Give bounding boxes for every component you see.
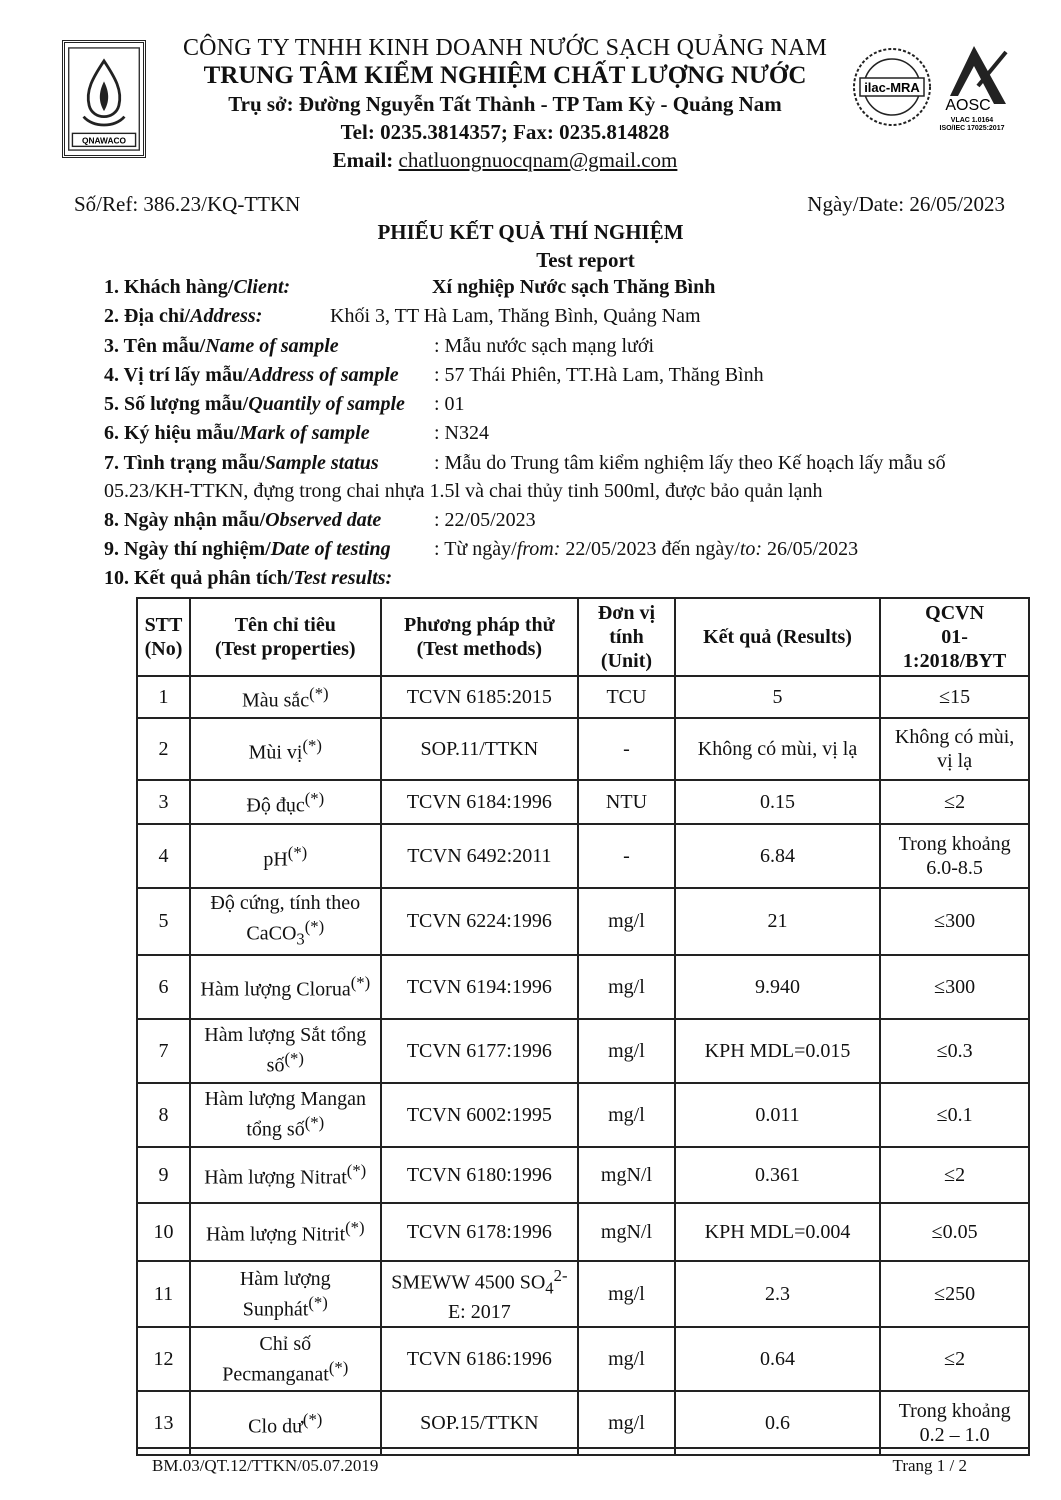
table-cell: Hàm lượng Mangan tổng số(*) [190,1083,381,1147]
table-cell: Độ đục(*) [190,780,381,824]
table-cell: ≤2 [880,1147,1029,1203]
table-cell: Trong khoảng 6.0-8.5 [880,824,1029,888]
page-number: Trang 1 / 2 [892,1456,967,1475]
table-cell: SMEWW 4500 $SO_4^{2-}$ E: 2017 [381,1261,579,1328]
center-name: TRUNG TÂM KIỂM NGHIỆM CHẤT LƯỢNG NƯỚC [203,62,807,89]
table-cell: TCU [578,676,675,718]
header-unit: Đơn vị tính (Unit) [578,598,675,676]
table-cell: KPH MDL=0.004 [675,1203,880,1261]
table-cell: mg/l [578,955,675,1019]
results-table [136,597,1030,1456]
table-cell: mgN/l [578,1147,675,1203]
company-logo [62,40,146,158]
table-row [137,955,1029,1019]
company-name: CÔNG TY TNHH KINH DOANH NƯỚC SẠCH QUẢNG NAM [182,35,828,61]
report-title: PHIẾU KẾT QUẢ THÍ NGHIỆM [377,220,684,244]
testing-date-value: : Từ ngày/from: 22/05/2023 đến ngày/to: 26/05/2023 [434,538,859,560]
sample-mark-value: : N324 [434,422,489,444]
aosc-logo-sub2: ISO/IEC 17025:2017 [939,125,1005,132]
table-cell: ≤300 [880,888,1029,955]
table-cell: mg/l [578,1391,675,1455]
table-cell: mg/l [578,1261,675,1328]
info-sample-location: 4. Vị trí lấy mẫu/Address of sample : 57 Thái Phiên, TT.Hà Lam, Thăng Bình [104,364,764,386]
table-cell: SOP.11/TTKN [381,718,579,780]
table-cell: SOP.15/TTKN [381,1391,579,1455]
table-cell: - [578,824,675,888]
table-cell: ≤15 [880,676,1029,718]
table-row [137,780,1029,824]
table-cell: ≤0.1 [880,1083,1029,1147]
table-cell: ≤300 [880,955,1029,1019]
letterhead [160,34,850,174]
header-properties: Tên chỉ tiêu (Test properties) [190,598,381,676]
table-cell: 12 [137,1327,190,1391]
table-cell: TCVN 6180:1996 [381,1147,579,1203]
table-cell: TCVN 6492:2011 [381,824,579,888]
info-received-date: 8. Ngày nhận mẫu/Observed date : 22/05/2023 [104,509,536,531]
table-row [137,888,1029,955]
header-stt: STT (No) [137,598,190,676]
table-cell: 6 [137,955,190,1019]
table-row [137,1019,1029,1083]
table-cell: ≤250 [880,1261,1029,1328]
table-cell: 0.64 [675,1327,880,1391]
table-cell: mg/l [578,1083,675,1147]
info-sample-mark: 6. Ký hiệu mẫu/Mark of sample : N324 [104,422,489,444]
table-cell: 7 [137,1019,190,1083]
email-label: Email: [332,148,394,172]
phone-fax: Tel: 0235.3814357; Fax: 0235.814828 [340,120,670,144]
aosc-logo-sub1: VLAC 1.0164 [950,117,994,124]
report-subtitle: Test report [536,248,635,272]
table-cell: TCVN 6177:1996 [381,1019,579,1083]
logo-text: QNAWACO [81,135,127,146]
table-cell: TCVN 6185:2015 [381,676,579,718]
table-cell: TCVN 6186:1996 [381,1327,579,1391]
table-cell: ≤0.05 [880,1203,1029,1261]
table-cell: Clo dư(*) [190,1391,381,1455]
sample-name-value: : Mẫu nước sạch mạng lưới [434,335,655,357]
info-address: 2. Địa chỉ/Address: Khối 3, TT Hà Lam, Thăng Bình, Quảng Nam [104,305,701,327]
table-cell: 2 [137,718,190,780]
table-cell: Hàm lượng Nitrit(*) [190,1203,381,1261]
info-results: 10. Kết quả phân tích/Test results: [104,567,393,589]
aosc-logo-text: AOSC [945,97,991,114]
table-cell: TCVN 6178:1996 [381,1203,579,1261]
table-cell: NTU [578,780,675,824]
table-cell: Hàm lượng Clorua(*) [190,955,381,1019]
table-cell: ≤2 [880,780,1029,824]
table-cell: 9.940 [675,955,880,1019]
sample-status-value-cont: 05.23/KH-TTKN, đựng trong chai nhựa 1.5l và chai thủy tinh 500ml, được bảo quản lạnh [104,480,823,502]
table-row [137,1391,1029,1455]
table-row [137,1261,1029,1328]
sample-location-value: : 57 Thái Phiên, TT.Hà Lam, Thăng Bình [434,364,764,386]
table-cell: Độ cứng, tính theo CaCO$_3$(*) [190,888,381,955]
table-row [137,1147,1029,1203]
info-sample-status: 7. Tình trạng mẫu/Sample status : Mẫu do Trung tâm kiểm nghiệm lấy theo Kế hoạch lấy mẫu số [104,452,946,474]
header-qcvn: QCVN 01- 1:2018/BYT [880,598,1029,676]
table-cell: 6.84 [675,824,880,888]
form-code: BM.03/QT.12/TTKN/05.07.2019 [152,1456,379,1475]
table-cell: Hàm lượng Sunphát(*) [190,1261,381,1328]
table-row [137,718,1029,780]
info-sample-name: 3. Tên mẫu/Name of sample : Mẫu nước sạch mạng lưới [104,335,655,357]
table-cell: 0.011 [675,1083,880,1147]
table-cell: - [578,718,675,780]
table-cell: Màu sắc(*) [190,676,381,718]
table-row [137,1203,1029,1261]
table-cell: pH(*) [190,824,381,888]
info-client: 1. Khách hàng/Client: Xí nghiệp Nước sạch Thăng Bình [104,276,716,298]
table-cell: Mùi vị(*) [190,718,381,780]
email-link[interactable]: chatluongnuocqnam@gmail.com [398,148,678,172]
table-cell: 1 [137,676,190,718]
address-value: Khối 3, TT Hà Lam, Thăng Bình, Quảng Nam [330,305,701,327]
table-cell: mg/l [578,1327,675,1391]
table-cell: 3 [137,780,190,824]
reference-number: Số/Ref: 386.23/KQ-TTKN [74,192,301,216]
table-cell: mg/l [578,888,675,955]
table-cell: 5 [137,888,190,955]
table-cell: TCVN 6184:1996 [381,780,579,824]
table-cell: 0.6 [675,1391,880,1455]
table-row [137,676,1029,718]
client-value: Xí nghiệp Nước sạch Thăng Bình [432,276,716,298]
email-line [160,146,850,174]
info-sample-status-cont [104,480,823,503]
table-cell: TCVN 6002:1995 [381,1083,579,1147]
table-cell: 0.361 [675,1147,880,1203]
table-row [137,1327,1029,1391]
table-header-row [137,598,1029,676]
head-office-address: Trụ sở: Đường Nguyễn Tất Thành - TP Tam Kỳ - Quảng Nam [228,92,782,116]
table-cell: TCVN 6224:1996 [381,888,579,955]
ilac-logo-text: ilac-MRA [864,80,920,95]
table-cell: mg/l [578,1019,675,1083]
received-date-value: : 22/05/2023 [434,509,536,531]
table-cell: 2.3 [675,1261,880,1328]
table-cell: Không có mùi, vị lạ [675,718,880,780]
table-cell: 10 [137,1203,190,1261]
table-cell: Hàm lượng Nitrat(*) [190,1147,381,1203]
table-cell: TCVN 6194:1996 [381,955,579,1019]
table-row [137,824,1029,888]
table-cell: Trong khoảng 0.2 – 1.0 [880,1391,1029,1455]
table-cell: 4 [137,824,190,888]
aosc-logo [930,42,1016,132]
table-cell: Không có mùi, vị lạ [880,718,1029,780]
report-date: Ngày/Date: 26/05/2023 [807,192,1005,216]
table-cell: mgN/l [578,1203,675,1261]
table-cell: 8 [137,1083,190,1147]
sample-status-value: : Mẫu do Trung tâm kiểm nghiệm lấy theo Kế hoạch lấy mẫu số [434,452,946,474]
ilac-mra-logo [850,42,934,132]
table-cell: KPH MDL=0.015 [675,1019,880,1083]
table-cell: 9 [137,1147,190,1203]
sample-quantity-value: : 01 [434,393,465,415]
table-cell: 21 [675,888,880,955]
table-cell: 11 [137,1261,190,1328]
header-methods: Phương pháp thử (Test methods) [381,598,579,676]
table-row [137,1083,1029,1147]
table-cell: 0.15 [675,780,880,824]
table-cell: Chỉ số Pecmanganat(*) [190,1327,381,1391]
table-cell: Hàm lượng Sắt tổng số(*) [190,1019,381,1083]
footer-divider [136,1447,1030,1449]
info-testing-date: 9. Ngày thí nghiệm/Date of testing : Từ ngày/from: 22/05/2023 đến ngày/to: 26/05/2023 [104,538,859,560]
table-cell: 13 [137,1391,190,1455]
header-results: Kết quả (Results) [675,598,880,676]
table-cell: 5 [675,676,880,718]
table-cell: ≤0.3 [880,1019,1029,1083]
table-cell: ≤2 [880,1327,1029,1391]
info-sample-quantity: 5. Số lượng mẫu/Quantily of sample : 01 [104,393,465,415]
